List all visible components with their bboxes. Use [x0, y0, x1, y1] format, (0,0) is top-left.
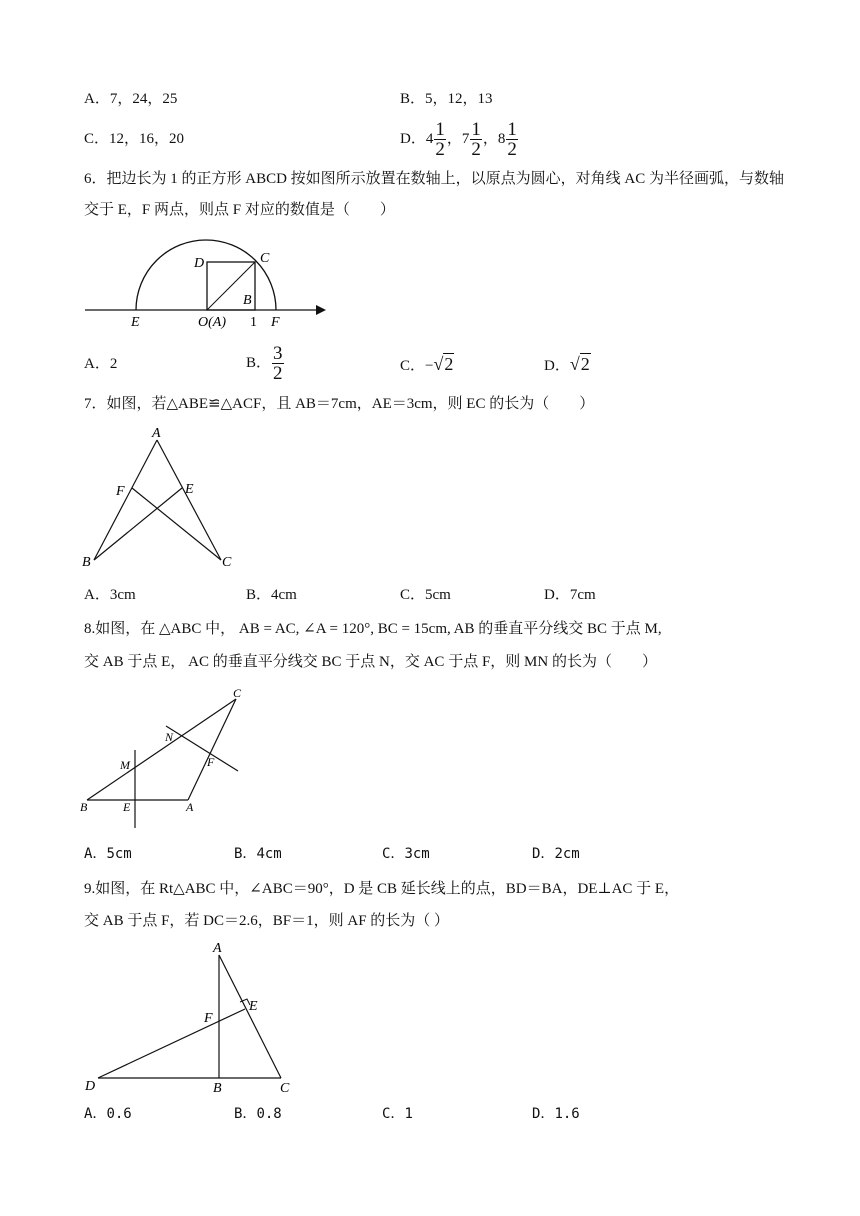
fraction-one-half: $\frac{1}{2}$: [507, 119, 517, 161]
q6-figure: [80, 240, 330, 335]
svg-text:C: C: [233, 686, 242, 700]
svg-text:E: E: [249, 999, 258, 1014]
q9-option-a: A．0.6: [84, 1106, 132, 1122]
q7-option-c: C．5cm: [400, 587, 451, 603]
q6-option-d: D．√2: [544, 351, 591, 379]
svg-text:E: E: [123, 800, 131, 814]
q5-option-b: B．5，12，13: [400, 91, 493, 107]
q6-option-a: A．2: [84, 356, 118, 372]
svg-text:N: N: [165, 730, 174, 744]
q5-option-d: D．4 $\frac{1}{2}$ ，7 $\frac{1}{2}$ ，8 $\frac{1}{2}$: [400, 119, 517, 161]
q9-figure: [80, 938, 300, 1098]
svg-text:D: D: [85, 1079, 96, 1094]
svg-text:C: C: [280, 1081, 290, 1096]
q8-option-a: A．5cm: [84, 846, 132, 862]
svg-text:E: E: [185, 482, 194, 497]
q7-option-a: A．3cm: [84, 587, 136, 603]
svg-text:F: F: [271, 315, 280, 330]
q5-option-a: A．7，24，25: [84, 91, 178, 107]
svg-text:F: F: [204, 1011, 213, 1026]
q9-option-b: B．0.8: [234, 1106, 282, 1122]
q8-option-b: B．4cm: [234, 846, 282, 862]
q9-option-d: D．1.6: [532, 1106, 580, 1122]
q8-option-c: C．3cm: [382, 846, 430, 862]
fraction-one-half: $\frac{1}{2}$: [435, 119, 445, 161]
fraction-three-halves: $\frac{3}{2}$: [273, 343, 283, 385]
svg-text:F: F: [207, 755, 215, 769]
svg-text:B: B: [213, 1081, 222, 1096]
q9-option-c: C．1: [382, 1106, 413, 1122]
q6-stem-line2: 交于 E，F 两点，则点 F 对应的数值是（ ）: [84, 202, 395, 218]
q8-stem-line2: 交 AB 于点 E， AC 的垂直平分线交 BC 于点 N，交 AC 于点 F，则 MN 的长为（ ）: [84, 654, 657, 670]
sqrt-icon: √2: [569, 354, 590, 374]
svg-text:D: D: [194, 256, 205, 271]
q7-option-b: B．4cm: [246, 587, 297, 603]
q7-stem-line1: 7．如图，若△ABE≌△ACF，且 AB＝7cm，AE＝3cm，则 EC 的长为（ ）: [84, 396, 595, 412]
svg-text:A: A: [186, 800, 194, 814]
fraction-one-half: $\frac{1}{2}$: [471, 119, 481, 161]
svg-text:A: A: [213, 941, 222, 956]
svg-text:E: E: [131, 315, 140, 330]
q8-stem-line1: 8.如图，在 △ABC 中， AB = AC, ∠A = 120°, BC = 15cm, AB 的垂直平分线交 BC 于点 M,: [84, 621, 662, 637]
svg-text:C: C: [260, 251, 270, 266]
svg-text:C: C: [222, 555, 232, 570]
q8-option-d: D．2cm: [532, 846, 580, 862]
q5-option-c: C．12，16，20: [84, 131, 185, 147]
svg-text:B: B: [243, 293, 252, 308]
sqrt-icon: √2: [433, 354, 454, 374]
number-axis-arrow-icon: [316, 305, 326, 315]
svg-text:1: 1: [250, 315, 257, 330]
q6-option-c: C．−√2: [400, 351, 454, 379]
svg-text:F: F: [116, 484, 125, 499]
q7-option-d: D．7cm: [544, 587, 596, 603]
q6-stem-line1: 6．把边长为 1 的正方形 ABCD 按如图所示放置在数轴上，以原点为圆心，对角线 AC 为半径画弧，与数轴: [84, 171, 785, 187]
svg-text:B: B: [82, 555, 91, 570]
q9-stem-line1: 9.如图，在 Rt△ABC 中，∠ABC＝90°，D 是 CB 延长线上的点，BD＝BA，DE⊥AC 于 E，: [84, 881, 680, 897]
q6-option-b: B． $\frac{3}{2}$: [246, 343, 283, 385]
svg-text:A: A: [152, 426, 161, 441]
q8-figure: [78, 680, 258, 830]
q7-figure: [78, 420, 248, 580]
svg-text:O(A): O(A): [198, 315, 226, 330]
svg-text:B: B: [80, 800, 88, 814]
q9-stem-line2: 交 AB 于点 F，若 DC＝2.6，BF＝1，则 AF 的长为（ ）: [84, 913, 450, 929]
svg-text:M: M: [120, 758, 130, 772]
